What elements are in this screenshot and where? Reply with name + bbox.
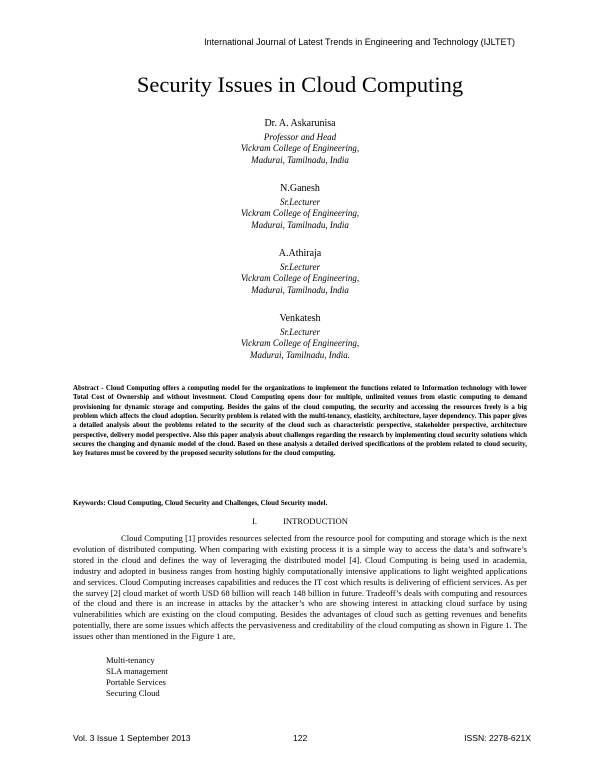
author-name: A.Athiraja: [278, 248, 322, 259]
author-role: Sr.Lecturer: [280, 262, 320, 273]
author-block-4: [0, 313, 600, 361]
author-role: Sr.Lecturer: [280, 327, 320, 338]
list-item: Multi-tenancy: [106, 655, 155, 665]
section-heading: [0, 516, 600, 526]
author-college: Vickram College of Engineering,: [240, 273, 360, 284]
author-college: Vickram College of Engineering,: [240, 338, 360, 349]
author-name: Dr. A. Askarunisa: [264, 118, 336, 129]
section-title: INTRODUCTION: [283, 516, 348, 526]
author-location: Madurai, Tamilnadu, India: [251, 284, 349, 295]
list-item: SLA management: [106, 665, 168, 676]
section-number: I.: [252, 516, 258, 526]
author-location: Madurai, Tamilnadu, India: [251, 219, 349, 230]
list-item: Securing Cloud: [106, 687, 160, 698]
author-college: Vickram College of Engineering,: [240, 143, 360, 154]
body-text: [73, 533, 527, 642]
intro-paragraph: Cloud Computing [1] provides resources selected from the resource pool for computing and storage which is the next evolution of distributed computing. When comparing with existing process it is a simple way to access the data’s and software’s stored in the cloud and defines the way of leveraging the distributed model [4]. Cloud Computing is being used in academia, industry and adopted in business ranges from hosting highly computationally intensive applications to light weighted applications and services. Cloud Computing increases capabilities and reduces the IT cost which results is delivering of efficient services. As per the survey [2] cloud market of worth USD 68 billion will reach 148 billion in future. Tradeoff’s deals with computing and resources of the cloud and there is an increase in attacks by the attacker’s who are showing interest in attacking cloud surface by using vulnerabilities which are existing on the cloud computing. Besides the advantages of cloud such as getting revenues and benefits potentially, there are some issues which affects the pervasiveness and creditability of the cloud computing as shown in Figure 1. The issues other than mentioned in the Figure 1 are,: [73, 533, 527, 642]
author-role: Sr.Lecturer: [280, 197, 320, 208]
author-location: Madurai, Tamilnadu, India.: [250, 349, 350, 360]
footer-issn: ISSN: 2278-621X: [464, 733, 531, 743]
author-name: Venkatesh: [279, 313, 321, 324]
author-block-2: [0, 183, 600, 231]
keywords: Keywords: Cloud Computing, Cloud Security and Challenges, Cloud Security model.: [73, 499, 328, 507]
author-block-3: [0, 248, 600, 296]
author-block-1: [0, 118, 600, 166]
author-college: Vickram College of Engineering,: [240, 208, 360, 219]
abstract: Abstract - Cloud Computing offers a computing model for the organizations to implement the functions related to Information technology with lower Total Cost of Ownership and without investment. Cloud Computing opens door for multiple, unlimited venues from elastic computing to demand provisioning for dynamic storage and computing. Besides the gains of the cloud computing, the security and accessing the resources freely is a big problem which affects the cloud adoption. Security problem is related with the multi-tenancy, elasticity, architecture, layer dependency. This paper gives a detailed analysis about the problems related to the security of the cloud such as characteristic perspective, stakeholder perspective, architecture perspective, delivery model perspective. Also this paper analysis about challenges regarding the research by implementing cloud security solutions which secures the changing and dynamic model of the cloud. Based on these analysis a detailed derived specifications of the problem related to cloud security, key features must be covered by the proposed security solutions for the cloud computing.: [73, 384, 527, 458]
author-role: Professor and Head: [263, 132, 337, 143]
author-location: Madurai, Tamilnadu, India: [251, 154, 349, 165]
footer-page-number: 122: [293, 733, 308, 743]
issues-list: [106, 655, 168, 699]
author-name: N.Ganesh: [280, 183, 320, 194]
footer-volume: Vol. 3 Issue 1 September 2013: [73, 733, 191, 743]
paper-title: Security Issues in Cloud Computing: [136, 72, 464, 97]
journal-header: International Journal of Latest Trends in Engineering and Technology (IJLTET): [204, 37, 515, 47]
list-item: Portable Services: [106, 676, 166, 687]
